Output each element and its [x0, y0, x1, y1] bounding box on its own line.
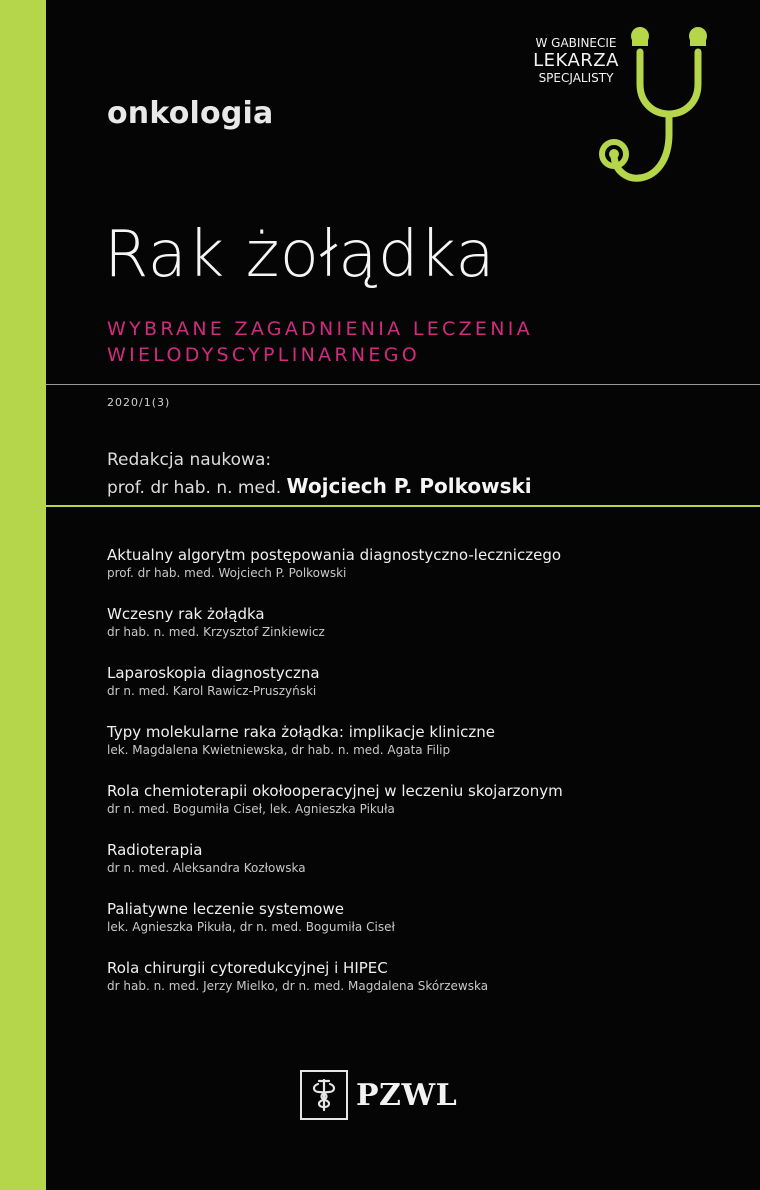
- toc-title: Paliatywne leczenie systemowe: [107, 900, 344, 918]
- toc-item: [107, 663, 747, 722]
- toc-item: [107, 840, 747, 899]
- toc-author: dr n. med. Bogumiła Ciseł, lek. Agnieszka Pikuła: [107, 802, 395, 816]
- editor-line: [107, 474, 532, 498]
- book-subtitle: [107, 316, 533, 368]
- badge-line-2: LEKARZA: [533, 50, 619, 71]
- toc-author: dr n. med. Karol Rawicz-Pruszyński: [107, 684, 317, 698]
- toc-item: [107, 545, 747, 604]
- subtitle-line-1: WYBRANE ZAGADNIENIA LECZENIA: [107, 318, 533, 340]
- badge-line-1: W GABINECIE: [535, 36, 617, 50]
- toc-title: Radioterapia: [107, 841, 203, 859]
- toc-title: Wczesny rak żołądka: [107, 605, 265, 623]
- divider-gray: [46, 384, 760, 385]
- badge-line-3: SPECJALISTY: [538, 71, 614, 85]
- series-label: onkologia: [107, 96, 274, 131]
- publisher-logo-icon: [300, 1070, 348, 1120]
- toc-title: Typy molekularne raka żołądka: implikacje kliniczne: [107, 723, 495, 741]
- issue-number: 2020/1(3): [107, 396, 171, 409]
- editor-label: Redakcja naukowa:: [107, 450, 272, 470]
- toc-author: prof. dr hab. med. Wojciech P. Polkowski: [107, 566, 347, 580]
- toc-item: [107, 781, 747, 840]
- toc-author: dr hab. n. med. Jerzy Mielko, dr n. med. Magdalena Skórzewska: [107, 979, 489, 993]
- toc-title: Rola chirurgii cytoredukcyjnej i HIPEC: [107, 959, 388, 977]
- toc-item: [107, 604, 747, 663]
- toc-author: lek. Magdalena Kwietniewska, dr hab. n. med. Agata Filip: [107, 743, 451, 757]
- stethoscope-icon: [578, 14, 738, 189]
- subtitle-line-2: WIELODYSCYPLINARNEGO: [107, 344, 421, 366]
- publisher-name: PZWL: [356, 1077, 458, 1113]
- toc-title: Laparoskopia diagnostyczna: [107, 664, 320, 682]
- toc-author: dr hab. n. med. Krzysztof Zinkiewicz: [107, 625, 325, 639]
- toc-title: Aktualny algorytm postępowania diagnostyczno-leczniczego: [107, 546, 562, 564]
- publisher-emblem-icon: [307, 1077, 341, 1113]
- toc-item: [107, 958, 747, 1017]
- divider-green: [46, 505, 760, 507]
- editor-name: Wojciech P. Polkowski: [286, 474, 532, 498]
- toc-author: dr n. med. Aleksandra Kozłowska: [107, 861, 306, 875]
- toc-item: [107, 722, 747, 781]
- toc-item: [107, 899, 747, 958]
- toc-title: Rola chemioterapii okołooperacyjnej w leczeniu skojarzonym: [107, 782, 563, 800]
- toc-author: lek. Agnieszka Pikuła, dr n. med. Bogumiła Ciseł: [107, 920, 395, 934]
- book-title: Rak żołądka: [104, 218, 496, 292]
- editor-prefix: prof. dr hab. n. med.: [107, 478, 282, 498]
- publisher-logo: [300, 1070, 457, 1120]
- green-spine-stripe: [0, 0, 46, 1190]
- table-of-contents: [107, 545, 747, 1017]
